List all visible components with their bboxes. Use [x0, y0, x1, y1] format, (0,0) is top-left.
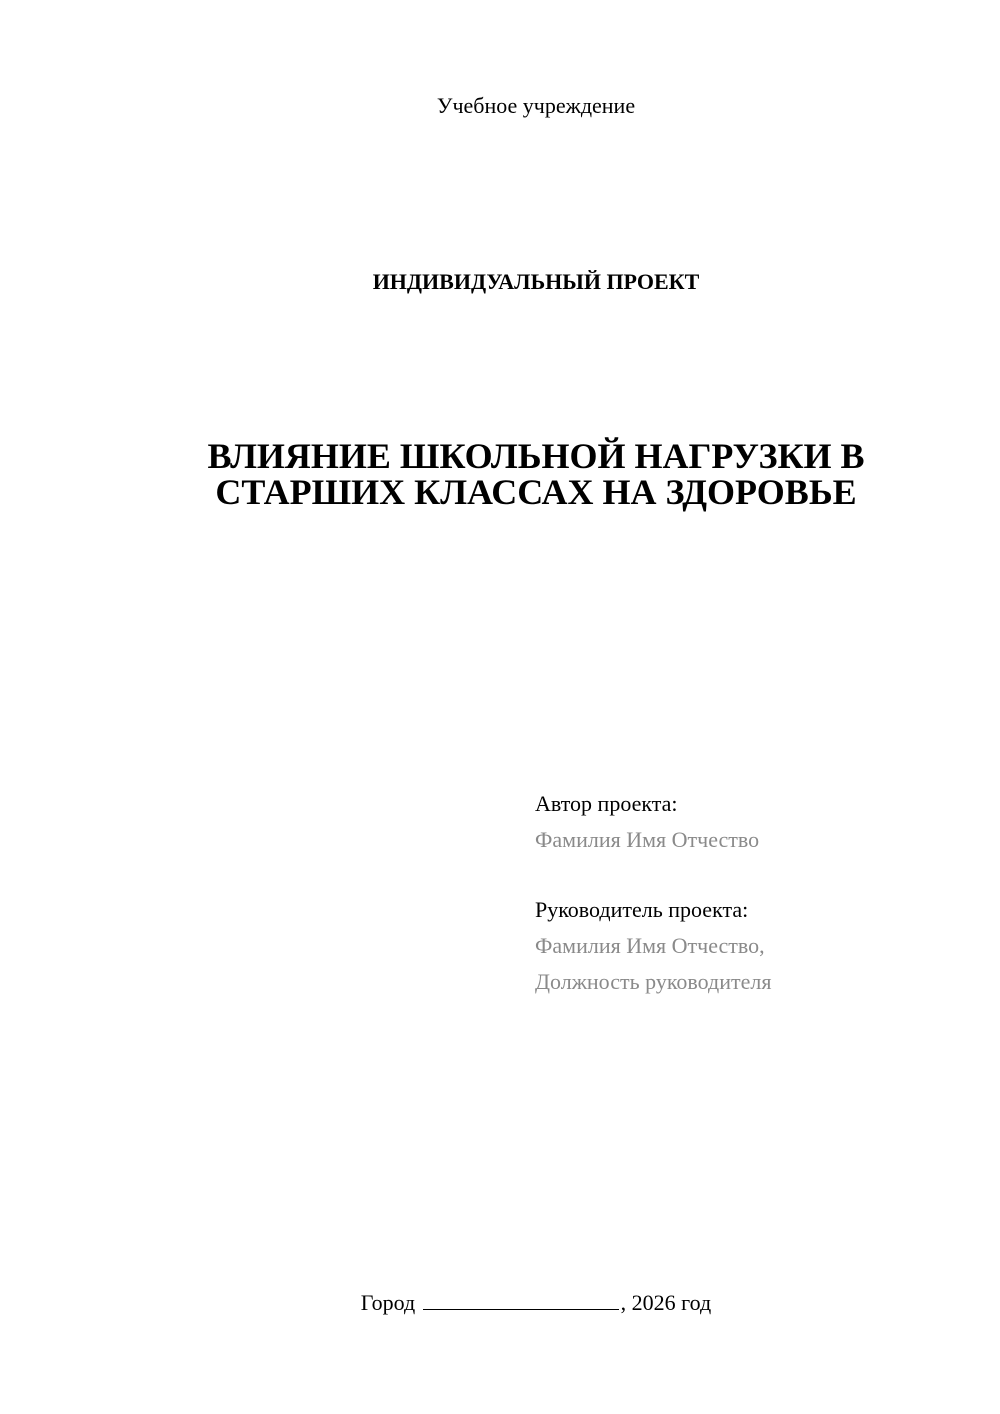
supervisor-position-placeholder: Должность руководителя	[535, 969, 772, 994]
author-name-placeholder: Фамилия Имя Отчество	[535, 827, 760, 852]
project-title-line: ВЛИЯНИЕ ШКОЛЬНОЙ НАГРУЗКИ В	[207, 436, 865, 476]
year-text: , 2026 год	[620, 1290, 712, 1315]
supervisor-block	[535, 892, 771, 1000]
supervisor-label: Руководитель проекта:	[535, 897, 749, 922]
city-label: Город	[360, 1290, 416, 1315]
institution-name: Учебное учреждение	[436, 93, 636, 118]
project-title-line: СТАРШИХ КЛАССАХ НА ЗДОРОВЬЕ	[215, 472, 857, 512]
project-title	[0, 438, 1000, 510]
footer-city-year	[0, 1288, 1000, 1318]
project-type-heading: ИНДИВИДУАЛЬНЫЙ ПРОЕКТ	[372, 269, 700, 294]
supervisor-name-placeholder: Фамилия Имя Отчество,	[535, 933, 765, 958]
city-blank-line	[423, 1289, 619, 1310]
author-label: Автор проекта:	[535, 791, 678, 816]
author-block	[535, 786, 759, 858]
